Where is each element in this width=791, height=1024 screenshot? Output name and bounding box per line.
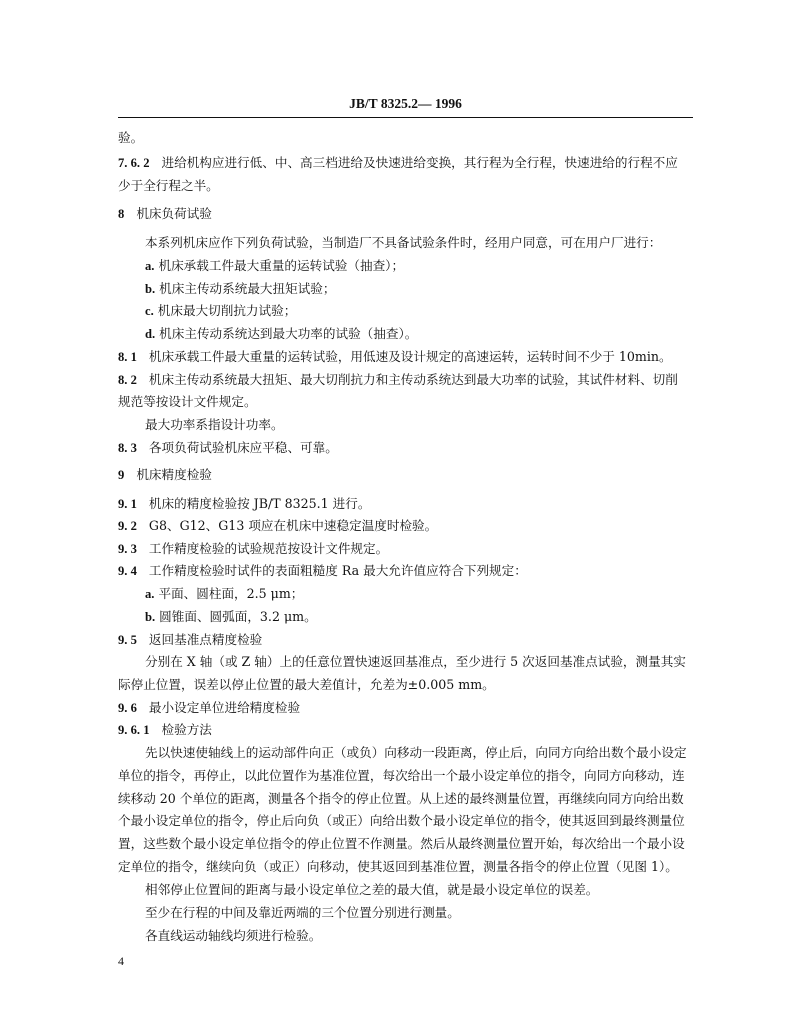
text-line: 单位的指令，再停止，以此位置作为基准位置，每次给出一个最小设定单位的指令，向同方向移动，连 [118,768,685,783]
text-line: 本系列机床应作下列负荷试验，当制造厂不具备试验条件时，经用户同意，可在用户厂进行： [145,235,662,250]
text-line: 少于全行程之半。 [118,178,219,193]
section-heading: 9 机床精度检验 [118,467,212,482]
header-rule [118,117,693,118]
page-number: 4 [118,954,124,968]
text-line: 验。 [118,130,144,145]
text-line: 各直线运动轴线均须进行检验。 [145,928,322,943]
text-line: 先以快速使轴线上的运动部件向正（或负）向移动一段距离，停止后，向同方向给出数个最小设定 [145,745,687,760]
text-line: 规范等按设计文件规定。 [118,394,257,409]
text-line: 个最小设定单位的指令，停止后向负（或正）向给出数个最小设定单位的指令，使其返回到最终测量位 [118,813,685,828]
text-line: 9. 1 机床的精度检验按 JB/T 8325.1 进行。 [118,496,371,511]
text-line: 9. 6. 1 检验方法 [118,722,212,737]
text-line: 8. 3 各项负荷试验机床应平稳、可靠。 [118,440,338,455]
text-line: 7. 6. 2 进给机构应进行低、中、高三档进给及快速进给变换，其行程为全行程，快速进给的行程不应 [118,155,678,170]
text-line: 9. 4 工作精度检验时试件的表面粗糙度 Ra 最大允许值应符合下列规定： [118,563,527,578]
text-line: 8. 1 机床承载工件最大重量的运转试验，用低速及设计规定的高速运转，运转时间不少于 10min。 [118,349,672,364]
text-line: 定单位的指令，继续向负（或正）向移动，使其返回到基准位置，测量各指令的停止位置（见图 1）。 [118,859,678,874]
text-line: 续移动 20 个单位的距离，测量各个指令的停止位置。从上述的最终测量位置，再继续向同方向给出数 [118,791,684,806]
list-item: a. 平面、圆柱面，2.5 μm； [145,586,304,601]
text-line: 9. 2 G8、G12、G13 项应在机床中速稳定温度时检验。 [118,518,438,533]
section-heading: 8 机床负荷试验 [118,206,212,221]
list-item: c. 机床最大切削抗力试验； [145,303,297,318]
text-line: 际停止位置，误差以停止位置的最大差值计，允差为±0.005 mm。 [118,677,495,692]
text-line: 置，这些数个最小设定单位指令的停止位置不作测量。然后从最终测量位置开始，每次给出一个最小设 [118,836,685,851]
list-item: b. 机床主传动系统最大扭矩试验； [145,281,336,296]
standard-code-header: JB/T 8325.2— 1996 [349,96,462,111]
text-line: 分别在 X 轴（或 Z 轴）上的任意位置快速返回基准点，至少进行 5 次返回基准点试验，测量其实 [145,654,686,669]
text-line: 9. 5 返回基准点精度检验 [118,632,263,647]
list-item: b. 圆锥面、圆弧面，3.2 μm。 [145,609,317,624]
text-line: 9. 3 工作精度检验的试验规范按设计文件规定。 [118,541,389,556]
text-line: 相邻停止位置间的距离与最小设定单位之差的最大值，就是最小设定单位的误差。 [145,882,599,897]
text-line: 9. 6 最小设定单位进给精度检验 [118,700,301,715]
text-line: 最大功率系指设计功率。 [145,417,284,432]
list-item: a. 机床承载工件最大重量的运转试验（抽查）； [145,258,405,273]
text-line: 8. 2 机床主传动系统最大扭矩、最大切削抗力和主传动系统达到最大功率的试验，其试件材料、切削 [118,372,678,387]
text-line: 至少在行程的中间及靠近两端的三个位置分别进行测量。 [145,905,460,920]
list-item: d. 机床主传动系统达到最大功率的试验（抽查）。 [145,326,418,341]
